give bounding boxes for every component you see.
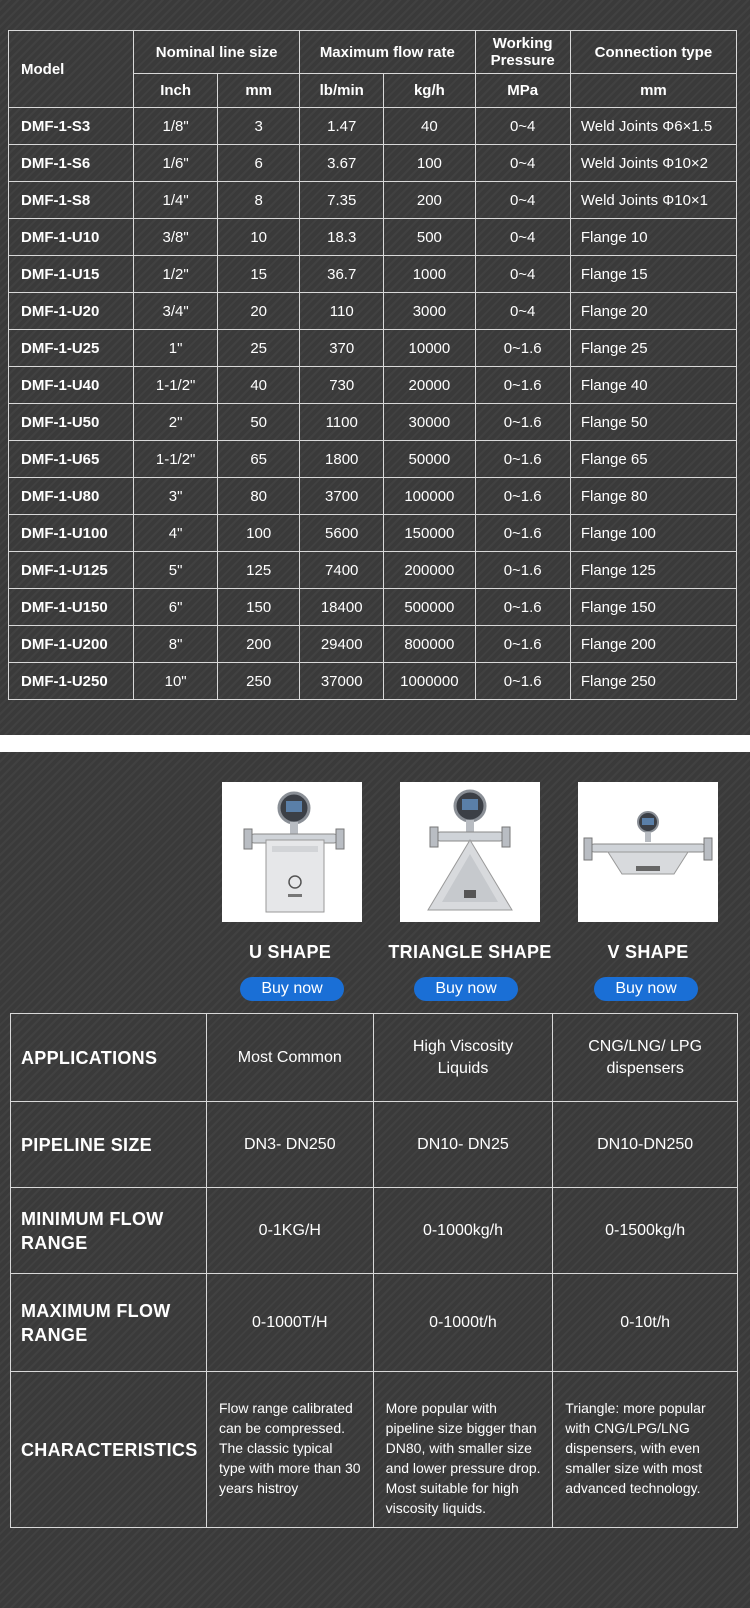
comparison-row — [11, 1188, 738, 1274]
triangle-shape-value: 0-1000kg/h — [373, 1188, 553, 1274]
cell-kgh: 500 — [384, 219, 475, 256]
spec-row — [9, 367, 737, 404]
cell-mm: 50 — [218, 404, 300, 441]
cell-model: DMF-1-U50 — [9, 404, 134, 441]
cell-kgh: 200000 — [384, 552, 475, 589]
cell-mm: 40 — [218, 367, 300, 404]
cell-inch: 3/4" — [134, 293, 218, 330]
triangle-shape-value: 0-1000t/h — [373, 1274, 553, 1372]
spec-header-row — [9, 31, 737, 74]
v-shape-value: Triangle: more popular with CNG/LPG/LNG dispensers, with even smaller size with most advanced technology. — [553, 1372, 738, 1528]
cell-kgh: 3000 — [384, 293, 475, 330]
cell-lbmin: 5600 — [300, 515, 384, 552]
v-shape-value: CNG/LNG/ LPG dispensers — [553, 1014, 738, 1102]
cell-model: DMF-1-U250 — [9, 663, 134, 700]
cell-kgh: 100 — [384, 145, 475, 182]
cell-mpa: 0~1.6 — [475, 404, 570, 441]
u-shape-value: Flow range calibrated can be compressed. The classic typical type with more than 30 years histroy — [206, 1372, 373, 1528]
cell-mpa: 0~1.6 — [475, 589, 570, 626]
cell-kgh: 10000 — [384, 330, 475, 367]
comparison-row — [11, 1274, 738, 1372]
cell-mpa: 0~1.6 — [475, 478, 570, 515]
cell-kgh: 30000 — [384, 404, 475, 441]
cell-lbmin: 29400 — [300, 626, 384, 663]
cell-inch: 2" — [134, 404, 218, 441]
cell-lbmin: 370 — [300, 330, 384, 367]
cell-inch: 1" — [134, 330, 218, 367]
cell-kgh: 150000 — [384, 515, 475, 552]
u-shape-value: 0-1KG/H — [206, 1188, 373, 1274]
header-model: Model — [9, 31, 134, 108]
comparison-row-label: MAXIMUM FLOW RANGE — [11, 1274, 207, 1372]
cell-lbmin: 1.47 — [300, 108, 384, 145]
comparison-row-label: CHARACTERISTICS — [11, 1372, 207, 1528]
cell-model: DMF-1-U150 — [9, 589, 134, 626]
cell-kgh: 100000 — [384, 478, 475, 515]
cell-connection: Flange 150 — [570, 589, 736, 626]
cell-model: DMF-1-U40 — [9, 367, 134, 404]
cell-lbmin: 1100 — [300, 404, 384, 441]
cell-mpa: 0~1.6 — [475, 626, 570, 663]
spec-row — [9, 219, 737, 256]
cell-model: DMF-1-S6 — [9, 145, 134, 182]
v-shape-value: DN10-DN250 — [553, 1102, 738, 1188]
u-shape-value: 0-1000T/H — [206, 1274, 373, 1372]
cell-mm: 150 — [218, 589, 300, 626]
cell-mpa: 0~1.6 — [475, 367, 570, 404]
cell-mpa: 0~1.6 — [475, 441, 570, 478]
cell-kgh: 1000 — [384, 256, 475, 293]
cell-mpa: 0~1.6 — [475, 663, 570, 700]
cell-inch: 5" — [134, 552, 218, 589]
u-shape-flowmeter-image[interactable] — [222, 782, 362, 922]
subheader-lbmin: lb/min — [300, 74, 384, 108]
cell-inch: 1/2" — [134, 256, 218, 293]
cell-model: DMF-1-U80 — [9, 478, 134, 515]
cell-connection: Flange 200 — [570, 626, 736, 663]
triangle-shape-value: DN10- DN25 — [373, 1102, 553, 1188]
triangle-shape-flowmeter-image[interactable] — [400, 782, 540, 922]
cell-lbmin: 3.67 — [300, 145, 384, 182]
spec-row — [9, 256, 737, 293]
cell-lbmin: 110 — [300, 293, 384, 330]
cell-mpa: 0~4 — [475, 145, 570, 182]
cell-mm: 3 — [218, 108, 300, 145]
cell-kgh: 1000000 — [384, 663, 475, 700]
cell-connection: Flange 20 — [570, 293, 736, 330]
v-shape-value: 0-10t/h — [553, 1274, 738, 1372]
spec-row — [9, 441, 737, 478]
cell-model: DMF-1-U65 — [9, 441, 134, 478]
cell-inch: 1/8" — [134, 108, 218, 145]
cell-mm: 100 — [218, 515, 300, 552]
cell-connection: Flange 10 — [570, 219, 736, 256]
triangle-shape-title: TRIANGLE SHAPE — [388, 942, 552, 962]
header-maximum-flow-rate: Maximum flow rate — [300, 31, 475, 74]
cell-mm: 200 — [218, 626, 300, 663]
spec-row — [9, 478, 737, 515]
cell-connection: Weld Joints Φ6×1.5 — [570, 108, 736, 145]
cell-connection: Weld Joints Φ10×1 — [570, 182, 736, 219]
cell-inch: 4" — [134, 515, 218, 552]
comparison-row — [11, 1372, 738, 1528]
cell-kgh: 200 — [384, 182, 475, 219]
cell-lbmin: 36.7 — [300, 256, 384, 293]
cell-lbmin: 7400 — [300, 552, 384, 589]
cell-model: DMF-1-U15 — [9, 256, 134, 293]
cell-mm: 250 — [218, 663, 300, 700]
cell-inch: 6" — [134, 589, 218, 626]
cell-inch: 8" — [134, 626, 218, 663]
cell-connection: Flange 50 — [570, 404, 736, 441]
comparison-row-label: MINIMUM FLOW RANGE — [11, 1188, 207, 1274]
spec-row — [9, 293, 737, 330]
cell-mpa: 0~4 — [475, 108, 570, 145]
subheader-kgh: kg/h — [384, 74, 475, 108]
cell-model: DMF-1-U25 — [9, 330, 134, 367]
spec-row — [9, 663, 737, 700]
cell-mm: 80 — [218, 478, 300, 515]
comparison-row — [11, 1014, 738, 1102]
cell-inch: 1/6" — [134, 145, 218, 182]
cell-connection: Flange 80 — [570, 478, 736, 515]
cell-connection: Flange 250 — [570, 663, 736, 700]
cell-connection: Flange 25 — [570, 330, 736, 367]
triangle-shape-buy-button[interactable]: Buy now — [414, 977, 518, 1001]
cell-kgh: 20000 — [384, 367, 475, 404]
subheader-connection-mm: mm — [570, 74, 736, 108]
subheader-mpa: MPa — [475, 74, 570, 108]
spec-row — [9, 589, 737, 626]
cell-connection: Flange 100 — [570, 515, 736, 552]
spec-row — [9, 108, 737, 145]
cell-mm: 20 — [218, 293, 300, 330]
cell-mpa: 0~4 — [475, 182, 570, 219]
v-shape-buy-button[interactable]: Buy now — [594, 977, 698, 1001]
u-shape-buy-button[interactable]: Buy now — [240, 977, 344, 1001]
cell-model: DMF-1-S8 — [9, 182, 134, 219]
cell-inch: 3" — [134, 478, 218, 515]
cell-model: DMF-1-U10 — [9, 219, 134, 256]
spec-row — [9, 552, 737, 589]
comparison-row-label: APPLICATIONS — [11, 1014, 207, 1102]
cell-lbmin: 7.35 — [300, 182, 384, 219]
v-shape-value: 0-1500kg/h — [553, 1188, 738, 1274]
cell-connection: Flange 15 — [570, 256, 736, 293]
cell-mm: 125 — [218, 552, 300, 589]
v-shape-flowmeter-image[interactable] — [578, 782, 718, 922]
header-working-pressure: Working Pressure — [475, 31, 570, 74]
cell-kgh: 50000 — [384, 441, 475, 478]
cell-mm: 25 — [218, 330, 300, 367]
cell-model: DMF-1-U200 — [9, 626, 134, 663]
subheader-inch: Inch — [134, 74, 218, 108]
cell-mpa: 0~1.6 — [475, 515, 570, 552]
cell-connection: Weld Joints Φ10×2 — [570, 145, 736, 182]
cell-lbmin: 18.3 — [300, 219, 384, 256]
cell-mpa: 0~4 — [475, 219, 570, 256]
cell-mm: 65 — [218, 441, 300, 478]
spec-table — [8, 30, 737, 700]
cell-lbmin: 3700 — [300, 478, 384, 515]
cell-kgh: 500000 — [384, 589, 475, 626]
cell-inch: 1/4" — [134, 182, 218, 219]
triangle-shape-value: High Viscosity Liquids — [373, 1014, 553, 1102]
cell-mpa: 0~4 — [475, 256, 570, 293]
cell-mpa: 0~1.6 — [475, 330, 570, 367]
cell-mpa: 0~4 — [475, 293, 570, 330]
cell-mm: 8 — [218, 182, 300, 219]
cell-mm: 10 — [218, 219, 300, 256]
spec-row — [9, 182, 737, 219]
triangle-shape-value: More popular with pipeline size bigger than DN80, with smaller size and lower pressure drop. Most suitable for high viscosity liquids. — [373, 1372, 553, 1528]
spec-row — [9, 330, 737, 367]
cell-lbmin: 18400 — [300, 589, 384, 626]
cell-lbmin: 730 — [300, 367, 384, 404]
cell-connection: Flange 40 — [570, 367, 736, 404]
cell-kgh: 800000 — [384, 626, 475, 663]
u-shape-value: DN3- DN250 — [206, 1102, 373, 1188]
cell-model: DMF-1-U125 — [9, 552, 134, 589]
u-shape-value: Most Common — [206, 1014, 373, 1102]
u-shape-title: U SHAPE — [248, 942, 332, 962]
header-nominal-line-size: Nominal line size — [134, 31, 300, 74]
cell-connection: Flange 125 — [570, 552, 736, 589]
spec-row — [9, 626, 737, 663]
comparison-row-label: PIPELINE SIZE — [11, 1102, 207, 1188]
cell-connection: Flange 65 — [570, 441, 736, 478]
cell-model: DMF-1-U20 — [9, 293, 134, 330]
spec-section — [0, 0, 750, 735]
comparison-table — [10, 1013, 738, 1528]
cell-model: DMF-1-S3 — [9, 108, 134, 145]
spec-row — [9, 404, 737, 441]
subheader-mm: mm — [218, 74, 300, 108]
cell-mm: 6 — [218, 145, 300, 182]
cell-lbmin: 1800 — [300, 441, 384, 478]
header-connection-type: Connection type — [570, 31, 736, 74]
spec-row — [9, 145, 737, 182]
comparison-row — [11, 1102, 738, 1188]
cell-inch: 3/8" — [134, 219, 218, 256]
section-divider — [0, 735, 750, 752]
cell-inch: 1-1/2" — [134, 367, 218, 404]
cell-model: DMF-1-U100 — [9, 515, 134, 552]
v-shape-title: V SHAPE — [607, 942, 689, 962]
cell-mm: 15 — [218, 256, 300, 293]
cell-inch: 1-1/2" — [134, 441, 218, 478]
spec-row — [9, 515, 737, 552]
cell-inch: 10" — [134, 663, 218, 700]
cell-lbmin: 37000 — [300, 663, 384, 700]
cell-mpa: 0~1.6 — [475, 552, 570, 589]
cell-kgh: 40 — [384, 108, 475, 145]
